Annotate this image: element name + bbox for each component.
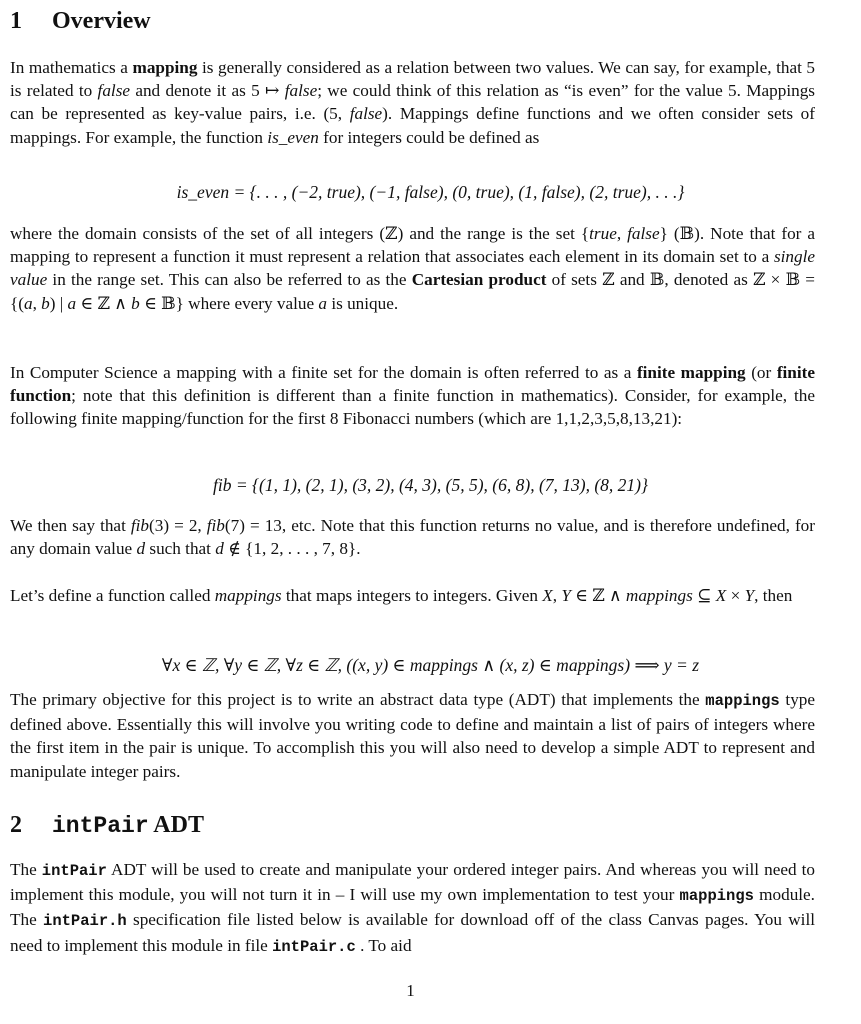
text-run: finite function: [10, 363, 815, 406]
section-1-number: 1: [10, 8, 22, 34]
text-run: Let’s define a function called: [10, 586, 215, 605]
text-run: , then: [754, 586, 793, 605]
text-run: ∈ 𝔹} where every value: [139, 293, 319, 313]
section-2-heading: [10, 810, 204, 841]
text-run: intPair: [41, 862, 107, 880]
text-run: mappings: [214, 586, 282, 605]
text-run: (7) = 13, etc. Note that this function returns no value, and is therefore undefined, for any domain value: [10, 516, 815, 559]
text-run: in the range set. This can also be referred to as the: [47, 270, 412, 290]
text-run: is unique.: [327, 293, 399, 313]
text-run: The primary objective for this project is to write an abstract data type (ADT) that implements the: [10, 690, 706, 709]
text-run: mappings: [679, 887, 754, 906]
text-run: false: [349, 104, 383, 124]
text-run: ×: [726, 586, 745, 605]
text-run: where the domain consists of the set of all integers (ℤ) and the range is the set {: [10, 224, 590, 243]
text-run: a: [67, 293, 77, 313]
section-2-number: 2: [10, 812, 22, 838]
text-run: mappings: [705, 692, 780, 710]
text-run: b: [41, 293, 50, 313]
text-run: ,: [616, 224, 628, 243]
text-run: The: [10, 860, 42, 879]
text-run: ∉ {1, 2, . . . , 7, 8}.: [223, 539, 361, 559]
paragraph-mappings-function: [10, 584, 815, 607]
text-run: X: [715, 586, 727, 605]
text-run: ; we could think of this relation as “is even” for the value 5. Mappings can be represented as key-value pairs, i.e. (5,: [10, 81, 815, 124]
paragraph-domain-range: [10, 222, 815, 315]
text-run: mappings: [625, 586, 693, 605]
text-run: ) |: [49, 293, 68, 313]
text-run: false: [97, 81, 131, 101]
page-number: 1: [406, 981, 415, 1000]
text-run: ∈ ℤ ∧: [570, 586, 626, 605]
text-run: for integers could be defined as: [318, 127, 540, 147]
text-run: Cartesian product: [411, 270, 547, 290]
section-1-heading: [10, 6, 151, 36]
text-run: false: [284, 81, 318, 101]
text-run: false: [627, 224, 660, 243]
text-run: that maps integers to integers. Given: [281, 586, 543, 605]
text-run: X: [542, 586, 553, 605]
text-run: fib: [206, 516, 225, 535]
text-run: a: [23, 293, 33, 313]
text-run: such that: [145, 539, 216, 559]
text-run: is_even: [267, 127, 319, 147]
text-run: module. The: [10, 885, 815, 930]
text-run: intPair.c: [272, 937, 356, 956]
text-run: of sets ℤ and 𝔹, denoted as ℤ × 𝔹 = {(: [10, 270, 815, 313]
text-run: mapping: [132, 58, 198, 77]
paragraph-mapping-definition: [10, 56, 815, 149]
section-2-title-code: intPair: [52, 813, 149, 839]
text-run: finite mapping: [636, 363, 746, 382]
text-run: intPair.h: [43, 912, 127, 931]
text-run: ∈ ℤ ∧: [76, 293, 132, 313]
text-run: (or: [745, 363, 777, 382]
text-run: b: [131, 293, 140, 313]
text-run: a: [318, 293, 328, 313]
section-2-title-rest: ADT: [148, 812, 204, 838]
text-run: d: [215, 539, 224, 559]
text-run: ADT will be used to create and manipulate your ordered integer pairs. And whereas you will need to implement this module, you will not turn it in – I will use my own implementation to test your: [10, 860, 815, 905]
text-run: ,: [552, 586, 562, 605]
text-run: We then say that: [10, 516, 131, 535]
text-run: is generally considered as a relation between two values. We can say, for example, that 5 is related to: [10, 58, 815, 101]
equation-is-even: is_even = {. . . , (−2, true), (−1, false), (0, true), (1, false), (2, true), . . .}: [176, 182, 685, 202]
text-run: and denote it as 5 ↦: [130, 81, 285, 101]
text-run: } (𝔹). Note that for a mapping to represent a function it must represent a relation that associates each element in its domain set to a: [10, 224, 816, 267]
text-run: single value: [10, 247, 815, 290]
text-run: (3) = 2,: [149, 516, 207, 535]
text-run: In mathematics a: [10, 58, 133, 77]
text-run: specification file listed below is available for download off of the class Canvas pages. You will need to implement this module in file: [10, 910, 815, 955]
equation-mappings-unique: ∀x ∈ ℤ, ∀y ∈ ℤ, ∀z ∈ ℤ, ((x, y) ∈ mappings ∧ (x, z) ∈ mappings) ⟹ y = z: [161, 655, 700, 675]
text-run: ⊆: [692, 586, 716, 605]
text-run: d: [136, 539, 146, 559]
text-run: . To aid: [355, 935, 412, 955]
text-run: ; note that this definition is different than a finite function in mathematics). Consider, for example, the following finite mapping/function for the first 8 Fibonacci numbers (which are 1,1,2,3,5,8,13,21):: [10, 386, 815, 429]
text-run: Y: [744, 586, 755, 605]
paragraph-intpair-adt: [10, 858, 815, 959]
text-run: type defined above. Essentially this will involve you writing code to define and maintain a list of pairs of integers where the first item in the pair is unique. To accomplish this you will also need to develop a simple ADT to represent and manipulate integer pairs.: [10, 690, 816, 781]
equation-fib: fib = {(1, 1), (2, 1), (3, 2), (4, 3), (5, 5), (6, 8), (7, 13), (8, 21)}: [212, 475, 649, 495]
paragraph-finite-mapping: [10, 361, 815, 431]
text-run: Y: [561, 586, 571, 605]
text-run: true: [589, 224, 617, 243]
text-run: fib: [130, 516, 150, 535]
text-run: ). Mappings define functions and we often consider sets of mappings. For example, the function: [10, 104, 815, 147]
section-1-title: Overview: [52, 8, 151, 34]
paragraph-project-objective: [10, 688, 815, 783]
text-run: In Computer Science a mapping with a finite set for the domain is often referred to as a: [10, 363, 637, 382]
text-run: ,: [32, 293, 42, 313]
paragraph-fib-undefined: [10, 514, 815, 560]
